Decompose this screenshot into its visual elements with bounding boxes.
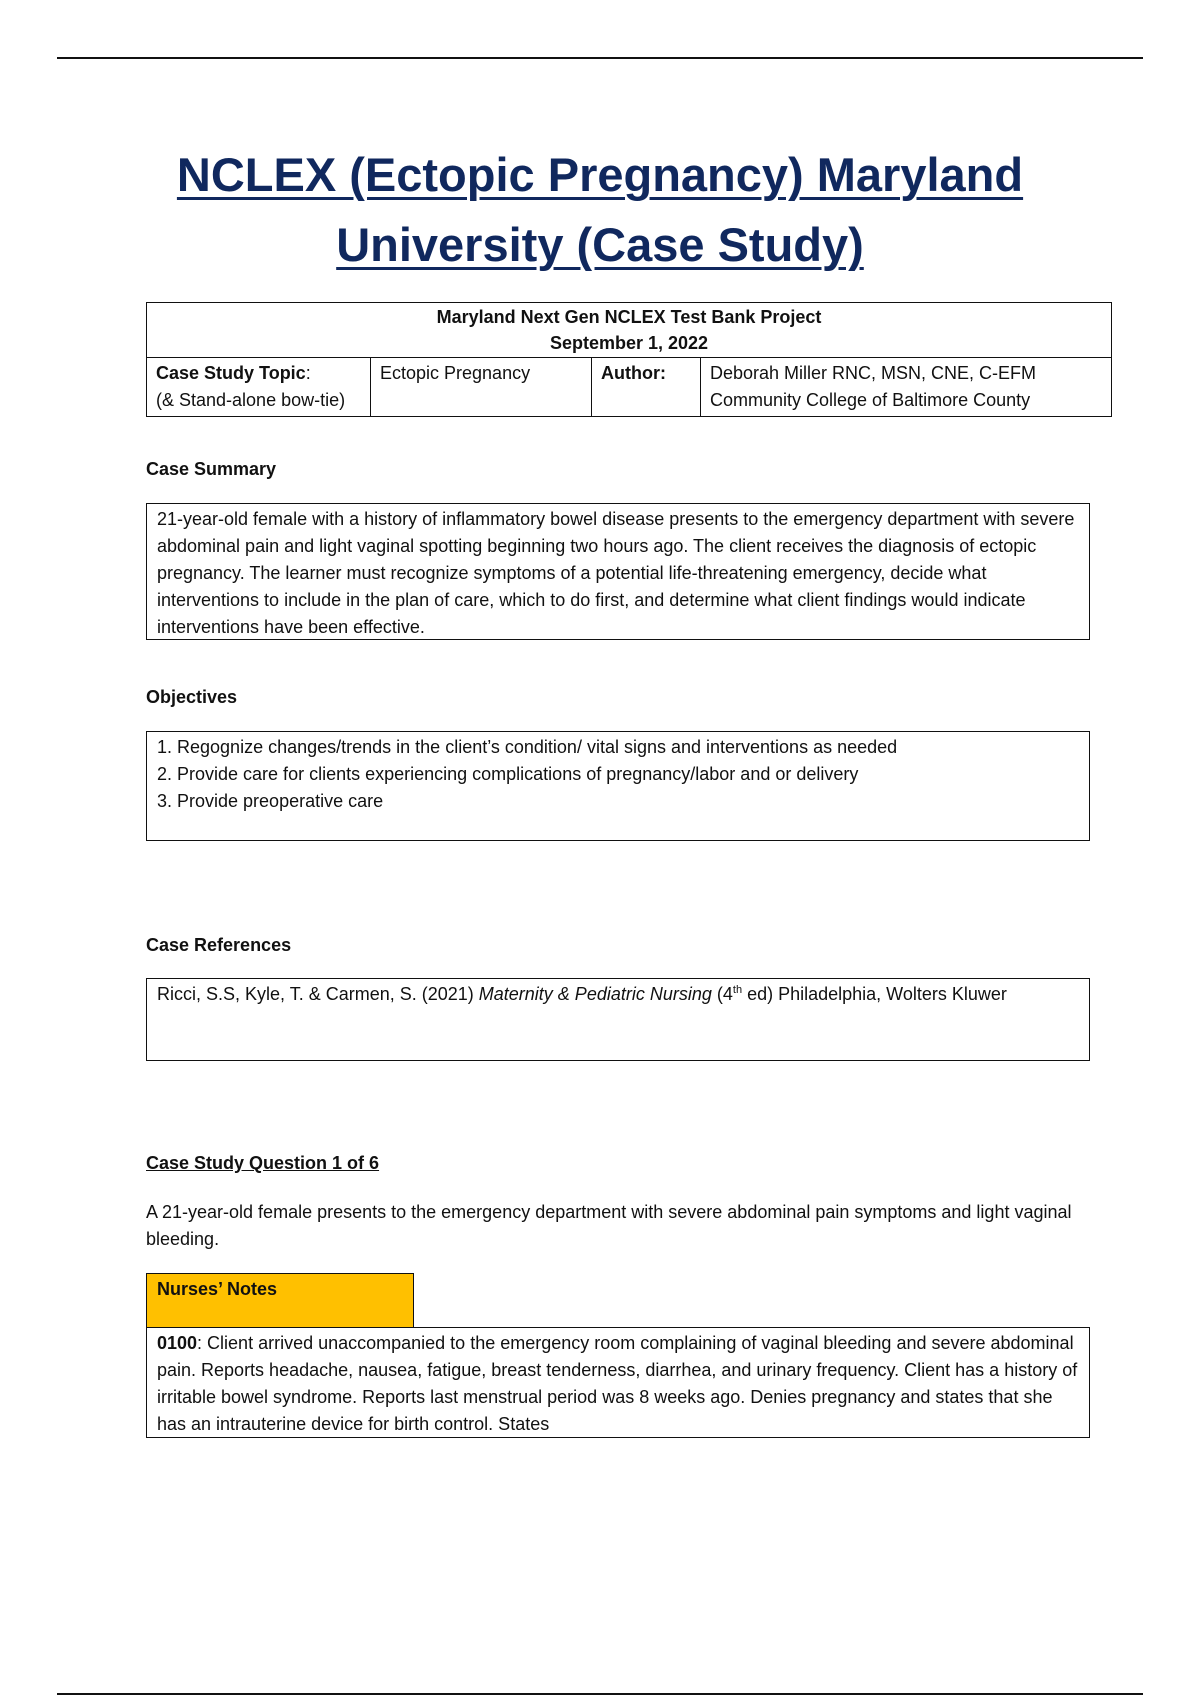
author-label-cell [592,358,701,417]
project-cell [147,303,1112,358]
nurses-notes-box [146,1327,1090,1438]
question-heading: Case Study Question 1 of 6 [146,1153,380,1173]
title-line-2: University (Case Study) [336,218,864,271]
nurses-notes-tab: Nurses’ Notes [146,1273,414,1328]
case-summary-box [146,503,1090,640]
objectives-heading: Objectives [146,687,238,707]
author-institution: Community College of Baltimore County [710,390,1031,410]
topic-value: Ectopic Pregnancy [380,363,531,383]
case-references-heading: Case References [146,935,292,955]
author-value-cell [701,358,1112,417]
reference-authors: Ricci, S.S, Kyle, T. & Carmen, S. (2021) [157,984,479,1004]
author-label: Author: [601,363,666,383]
topic-label-suffix: : [305,363,311,383]
topic-label: Case Study Topic [156,363,306,383]
top-rule [57,57,1143,59]
case-summary-text: 21-year-old female with a history of inflammatory bowel disease presents to the emergency department with severe abdominal pain and light vaginal spotting beginning two hours ago. The client receives the diagnosis of ectopic pregnancy. The learner must recognize symptoms of a potential life-threatening emergency, decide what interventions to include in the plan of care, which to do first, and determine what client findings would indicate interventions have been effective. [157,509,1075,637]
objective-item: 3. Provide preoperative care [157,791,384,811]
header-table [146,302,1112,417]
topic-value-cell [371,358,592,417]
author-name: Deborah Miller RNC, MSN, CNE, C-EFM [710,363,1037,383]
nurses-notes-entry [157,1330,1079,1438]
topic-sublabel: (& Stand-alone bow-tie) [156,390,346,410]
nurses-notes-time: 0100 [157,1333,198,1353]
question-intro: A 21-year-old female presents to the emergency department with severe abdominal pain symptoms and light vaginal bleeding. [146,1202,1072,1249]
objective-item: 2. Provide care for clients experiencing complications of pregnancy/labor and or delivery [157,764,859,784]
page-title [100,140,1100,280]
reference-edition-sup: th [732,984,743,996]
reference-edition-close: ed) Philadelphia, Wolters Kluwer [742,984,1007,1004]
reference-entry [157,981,1079,1008]
project-date: September 1, 2022 [549,333,709,353]
project-name: Maryland Next Gen NCLEX Test Bank Project [436,307,822,327]
title-line-1: NCLEX (Ectopic Pregnancy) Maryland [176,148,1024,201]
reference-book-title: Maternity & Pediatric Nursing [478,984,712,1004]
nurses-notes-text: : Client arrived unaccompanied to the emergency room complaining of vaginal bleeding and severe abdominal pain. Reports headache, nausea, fatigue, breast tenderness, diarrhea, and urinary frequency. Client has a history of irritable bowel syndrome. Reports last menstrual period was 8 weeks ago. Denies pregnancy and states that she has an intrauterine device for birth control. States [157,1333,1078,1434]
objective-item: 1. Regognize changes/trends in the client’s condition/ vital signs and interventions as needed [157,737,898,757]
bottom-rule [57,1693,1143,1695]
objectives-box [146,731,1090,841]
case-references-box [146,978,1090,1061]
case-summary-heading: Case Summary [146,459,277,479]
reference-edition-open: (4 [711,984,733,1004]
topic-label-cell [147,358,371,417]
